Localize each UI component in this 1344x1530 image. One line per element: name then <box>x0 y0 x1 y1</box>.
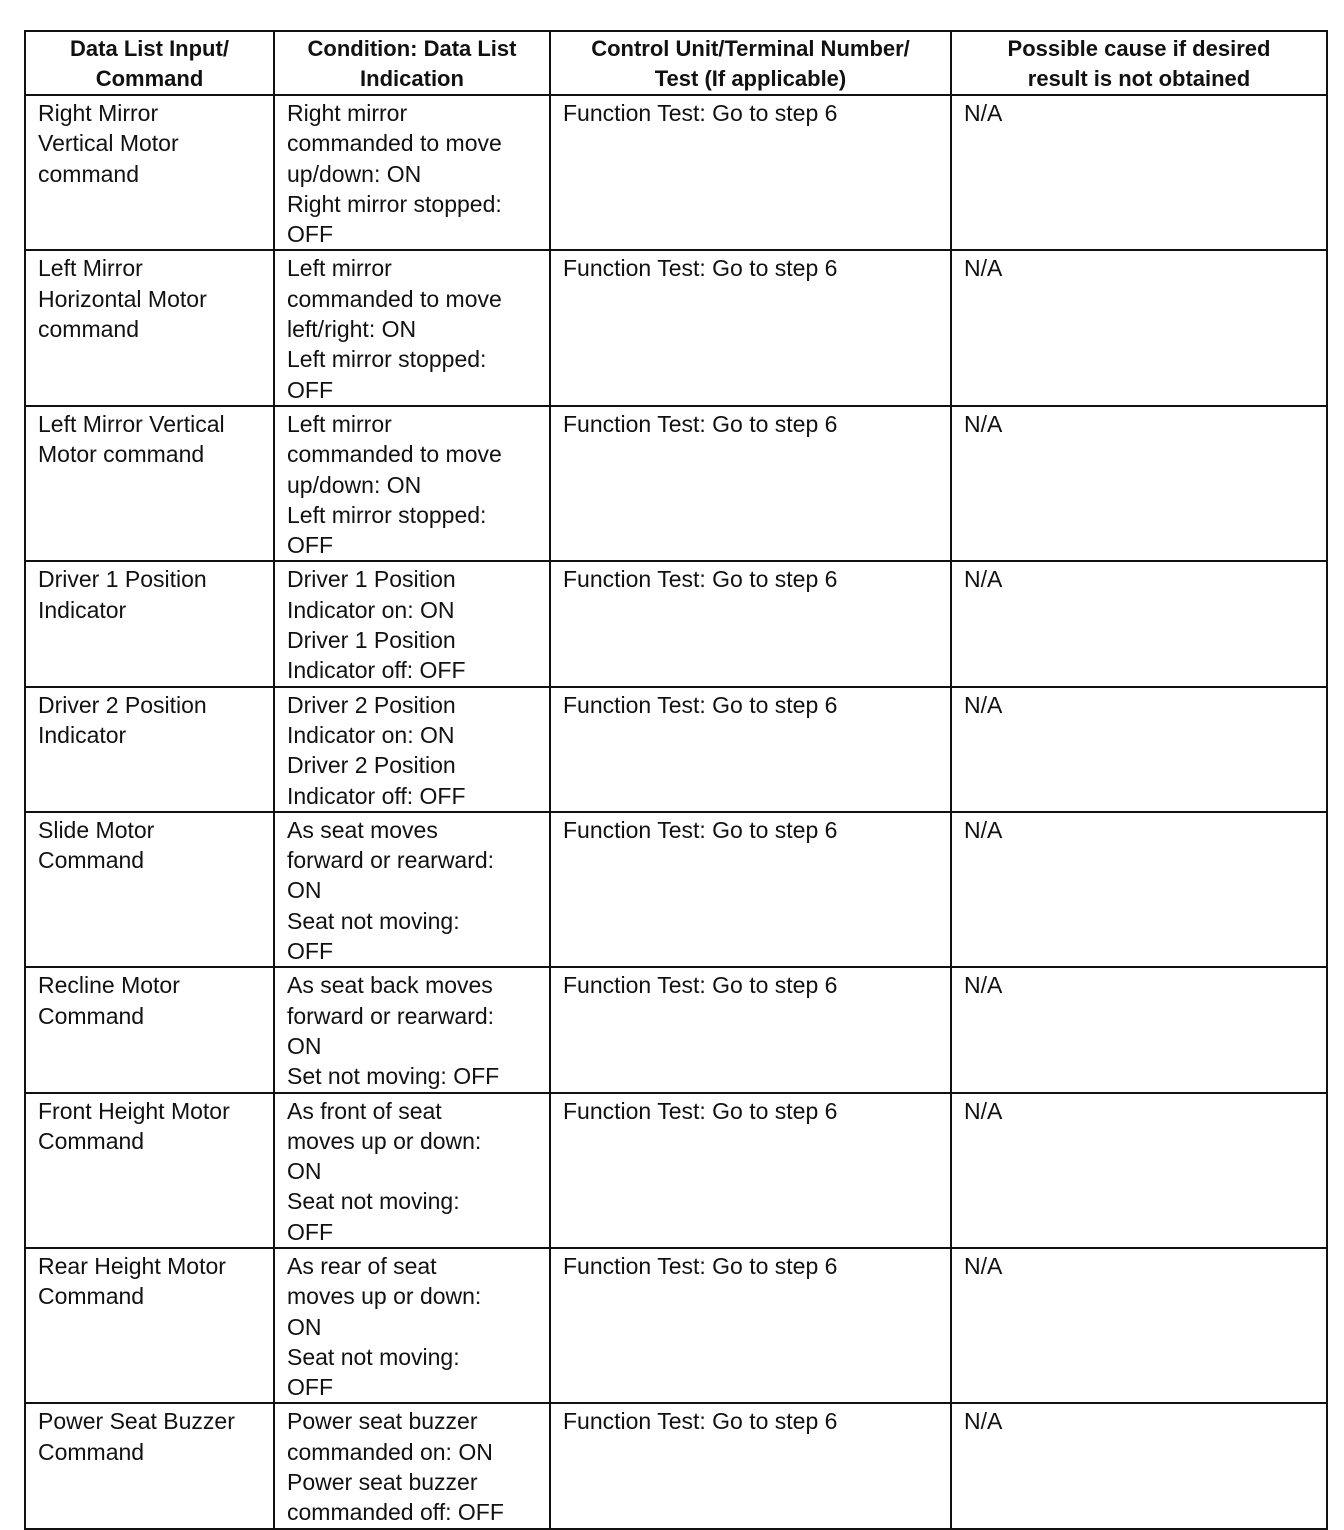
table-row <box>25 250 1327 405</box>
cell-cause: N/A <box>951 1403 1327 1528</box>
cell-input: Rear Height Motor Command <box>25 1248 274 1403</box>
cell-condition: As rear of seat moves up or down: ON Seat not moving: OFF <box>274 1248 550 1403</box>
cell-input: Driver 2 Position Indicator <box>25 687 274 812</box>
header-possible-cause <box>951 31 1327 95</box>
header-control-unit-test <box>550 31 951 95</box>
data-list-table <box>24 30 1328 1530</box>
cell-condition: As front of seat moves up or down: ON Seat not moving: OFF <box>274 1093 550 1248</box>
header-data-list-input <box>25 31 274 95</box>
cell-input: Recline Motor Command <box>25 967 274 1092</box>
cell-test: Function Test: Go to step 6 <box>550 812 951 967</box>
cell-cause: N/A <box>951 406 1327 561</box>
cell-condition: As seat moves forward or rearward: ON Seat not moving: OFF <box>274 812 550 967</box>
cell-test: Function Test: Go to step 6 <box>550 250 951 405</box>
table-row <box>25 561 1327 686</box>
cell-condition: Driver 1 Position Indicator on: ON Driver 1 Position Indicator off: OFF <box>274 561 550 686</box>
header-label: Condition: Data List Indication <box>307 36 517 91</box>
cell-test: Function Test: Go to step 6 <box>550 967 951 1092</box>
cell-cause: N/A <box>951 967 1327 1092</box>
cell-input: Left Mirror Horizontal Motor command <box>25 250 274 405</box>
cell-test: Function Test: Go to step 6 <box>550 1248 951 1403</box>
table-header <box>25 31 1327 95</box>
cell-test: Function Test: Go to step 6 <box>550 1093 951 1248</box>
table-row <box>25 812 1327 967</box>
cell-input: Power Seat Buzzer Command <box>25 1403 274 1528</box>
cell-condition: Power seat buzzer commanded on: ON Power seat buzzer commanded off: OFF <box>274 1403 550 1528</box>
table-row <box>25 967 1327 1092</box>
cell-test: Function Test: Go to step 6 <box>550 406 951 561</box>
table-row <box>25 1248 1327 1403</box>
cell-test: Function Test: Go to step 6 <box>550 95 951 250</box>
table-row <box>25 687 1327 812</box>
header-label: Possible cause if desired result is not obtained <box>1007 36 1271 91</box>
cell-condition: As seat back moves forward or rearward: ON Set not moving: OFF <box>274 967 550 1092</box>
cell-cause: N/A <box>951 561 1327 686</box>
cell-input: Front Height Motor Command <box>25 1093 274 1248</box>
cell-cause: N/A <box>951 250 1327 405</box>
cell-condition: Left mirror commanded to move up/down: ON Left mirror stopped: OFF <box>274 406 550 561</box>
header-label: Data List Input/ Command <box>70 36 229 91</box>
cell-cause: N/A <box>951 812 1327 967</box>
cell-input: Right Mirror Vertical Motor command <box>25 95 274 250</box>
header-row <box>25 31 1327 95</box>
cell-cause: N/A <box>951 95 1327 250</box>
cell-input: Driver 1 Position Indicator <box>25 561 274 686</box>
cell-input: Left Mirror Vertical Motor command <box>25 406 274 561</box>
table-row <box>25 1403 1327 1528</box>
cell-cause: N/A <box>951 1093 1327 1248</box>
cell-condition: Driver 2 Position Indicator on: ON Driver 2 Position Indicator off: OFF <box>274 687 550 812</box>
table-row <box>25 95 1327 250</box>
table-row <box>25 1093 1327 1248</box>
header-label: Control Unit/Terminal Number/ Test (If applicable) <box>591 36 910 91</box>
cell-cause: N/A <box>951 1248 1327 1403</box>
table-body <box>25 95 1327 1529</box>
cell-condition: Right mirror commanded to move up/down: ON Right mirror stopped: OFF <box>274 95 550 250</box>
cell-test: Function Test: Go to step 6 <box>550 561 951 686</box>
cell-input: Slide Motor Command <box>25 812 274 967</box>
table-row <box>25 406 1327 561</box>
cell-test: Function Test: Go to step 6 <box>550 1403 951 1528</box>
cell-condition: Left mirror commanded to move left/right: ON Left mirror stopped: OFF <box>274 250 550 405</box>
cell-test: Function Test: Go to step 6 <box>550 687 951 812</box>
header-condition <box>274 31 550 95</box>
cell-cause: N/A <box>951 687 1327 812</box>
